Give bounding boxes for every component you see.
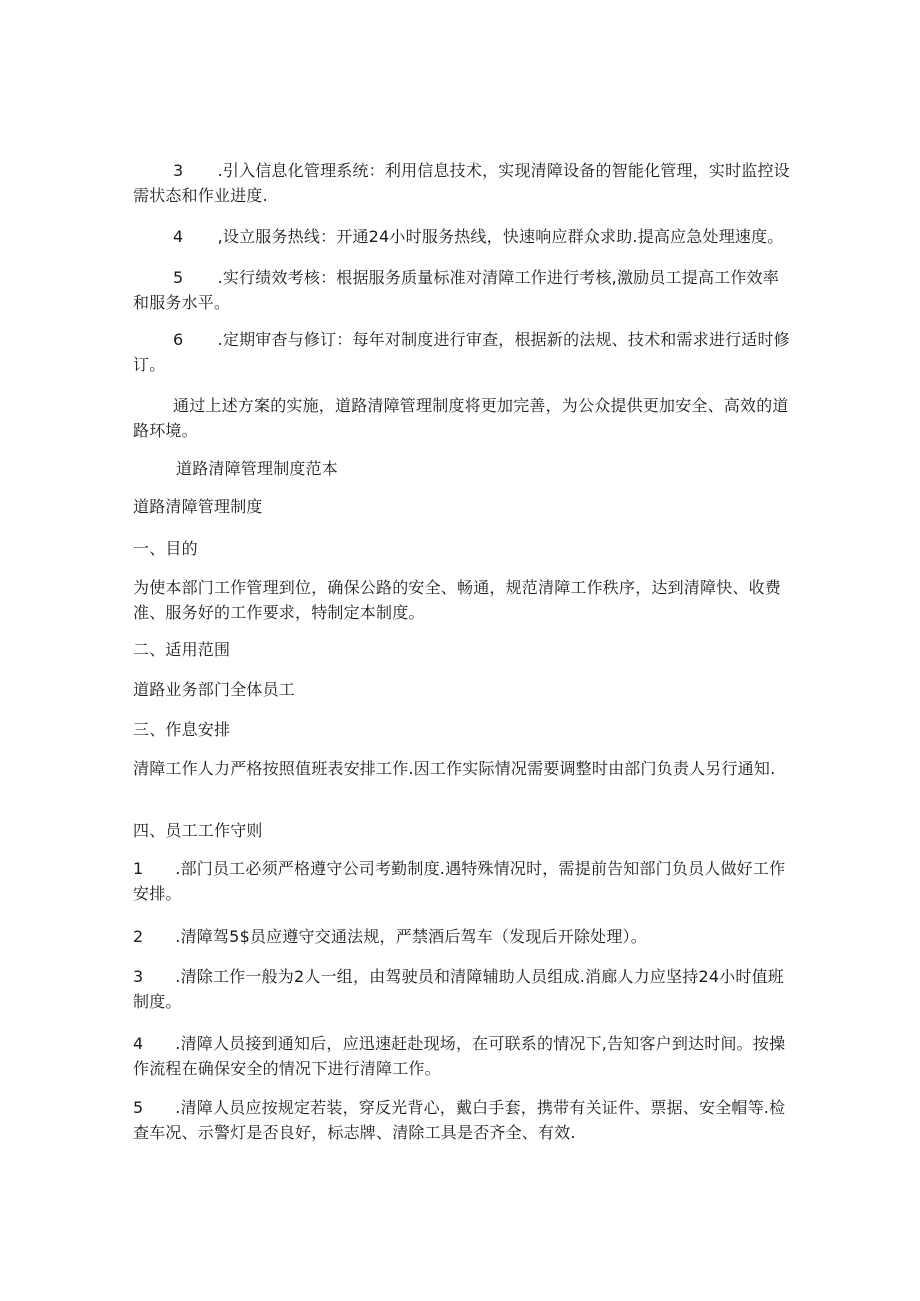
paragraph-scope: 道路业务部门全体员工	[133, 680, 296, 699]
paragraph-purpose: 为使本部门工作管理到位，确保公路的安全、畅通，规范清障工作秩序，达到清障快、收费准、服务好的工作要求，特制定本制度。	[133, 578, 782, 622]
rule-item-2: 2 .清障驾5$员应遵守交通法规，严禁酒后驾车（发现后开除处理）。	[133, 927, 647, 946]
paragraph-schedule: 清障工作人力严格按照值班表安排工作.因工作实际情况需要调整时由部门负责人另行通知.	[133, 759, 776, 778]
rule-item-3: 3 .清除工作一般为2人一组，由驾驶员和清障辅助人员组成.消廊人力应坚持24小时值班制度。	[133, 967, 785, 1011]
paragraph-conclusion: 通过上述方案的实施，道路清障管理制度将更加完善，为公众提供更加安全、高效的道路环境。	[133, 396, 789, 440]
rule-item-5: 5 .清障人员应按规定若装，穿反光背心，戴白手套，携带有关证件、票据、安全帽等.检查车况、示警灯是否良好，标志牌、清除工具是否齐全、有效.	[133, 1098, 786, 1142]
heading-schedule: 三、作息安排	[133, 720, 231, 739]
heading-purpose: 一、目的	[133, 539, 198, 558]
paragraph-item-4: 4 ,设立服务热线：开通24小时服务热线，快速响应群众求助.提高应急处理速度。	[173, 227, 784, 246]
document-title: 道路清障管理制度	[133, 497, 263, 516]
rule-item-1: 1 .部门员工必须严格遵守公司考勤制度.遇特殊情况时，需提前告知部门负员人做好工作安排。	[133, 859, 786, 903]
section-title: 道路清障管理制度范本	[176, 459, 339, 478]
heading-rules: 四、员工工作守则	[133, 821, 263, 840]
heading-scope: 二、适用范围	[133, 640, 231, 659]
rule-item-4: 4 .清障人员接到通知后，应迅速赶赴现场，在可联系的情况下,告知客户到达时间。按操作流程在确保安全的情况下进行清障工作。	[133, 1034, 786, 1078]
paragraph-item-3: 3 .引入信息化管理系统：利用信息技术，实现清障设备的智能化管理，实时监控设需状态和作业进度.	[133, 161, 790, 205]
paragraph-item-6: 6 .定期审杳与修订：每年对制度进行审查，根据新的法规、技术和需求进行适时修订。	[133, 330, 790, 374]
paragraph-item-5: 5 .实行绩效考核：根据服务质量标准对清障工作进行考核,激励员工提高工作效率和服务水平。	[133, 268, 779, 312]
